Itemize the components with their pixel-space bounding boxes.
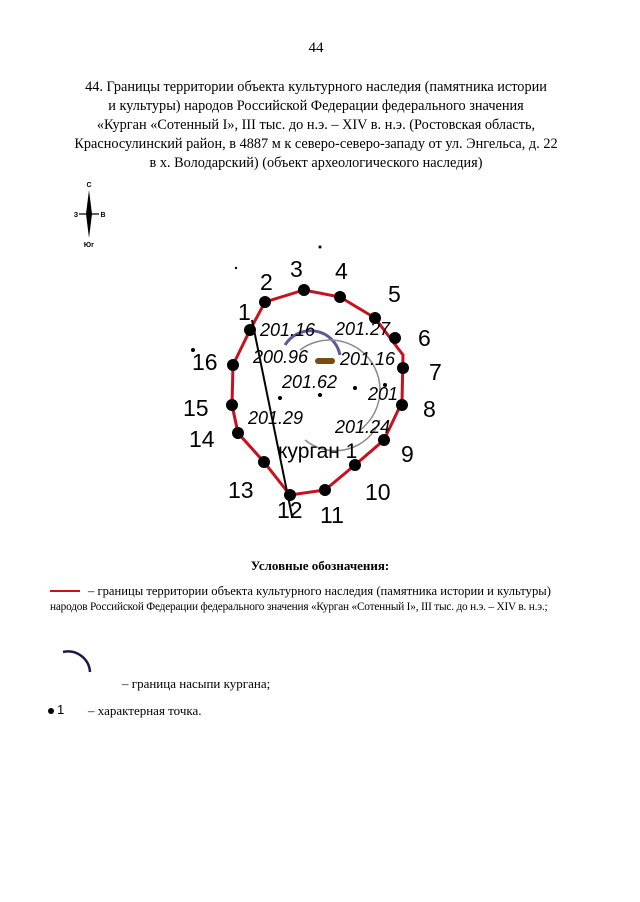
point-label-7: 7 xyxy=(429,359,442,385)
point-label-12: 12 xyxy=(277,497,303,523)
compass-east-label: В xyxy=(100,212,106,219)
legend-heading: Условные обозначения: xyxy=(250,558,390,573)
legend-point-swatch xyxy=(48,708,54,714)
elevation-label: 201.27 xyxy=(335,319,391,339)
elevation-dot xyxy=(278,396,282,400)
point-2 xyxy=(259,296,271,308)
elevation-label: 201.24 xyxy=(335,417,391,437)
point-label-15: 15 xyxy=(183,395,209,421)
point-label-6: 6 xyxy=(418,325,431,351)
title-line: 44. Границы территории объекта культурного наследия (памятника истории xyxy=(85,79,547,95)
elevation-label: 200.96 xyxy=(253,347,309,367)
title-line: Красносулинский район, в 4887 м к северо-северо-западу от ул. Энгельса, д. 22 xyxy=(74,136,558,152)
point-label-14: 14 xyxy=(189,426,215,452)
point-6 xyxy=(389,332,401,344)
elevation-label: 201 xyxy=(368,384,399,404)
elevation-label: 201.29 xyxy=(248,408,304,428)
compass-west-label: З xyxy=(73,212,79,219)
elevation-dot xyxy=(318,393,322,397)
title-line: и культуры) народов Российской Федерации федерального значения xyxy=(108,98,524,114)
compass-needle-south xyxy=(86,214,92,238)
compass-rose xyxy=(66,178,116,250)
point-label-1: 1 xyxy=(238,299,251,325)
mound-center-mark xyxy=(315,358,335,364)
point-label-8: 8 xyxy=(423,396,436,422)
point-label-11: 11 xyxy=(320,502,344,528)
page-number: 44 xyxy=(308,40,324,56)
point-label-10: 10 xyxy=(365,479,391,505)
compass-south-label: Юг xyxy=(83,242,95,249)
elevation-label: 201.16 xyxy=(260,320,316,340)
legend-mound-text: – граница насыпи кургана; xyxy=(122,676,271,691)
compass-needle-north xyxy=(86,190,92,214)
point-14 xyxy=(232,427,244,439)
point-11 xyxy=(319,484,331,496)
mound-label: курган 1 xyxy=(278,440,358,463)
map-speck xyxy=(319,246,322,249)
point-label-4: 4 xyxy=(335,258,348,284)
title-line: «Курган «Сотенный I», III тыс. до н.э. – XIV в. н.э. (Ростовская область, xyxy=(96,117,536,133)
point-15 xyxy=(226,399,238,411)
point-label-13: 13 xyxy=(228,477,254,503)
site-map xyxy=(180,240,470,530)
legend-boundary-text-line1: – границы территории объекта культурного наследия (памятника истории и культуры) xyxy=(88,584,551,598)
legend-point-text: – характерная точка. xyxy=(88,703,202,718)
point-label-2: 2 xyxy=(260,269,273,295)
point-1 xyxy=(244,324,256,336)
point-13 xyxy=(258,456,270,468)
legend-boundary-text-continued: народов Российской Федерации федерального значения «Курган «Сотенный I», III тыс. до н.э. – XIV в. н.э.; xyxy=(50,601,548,613)
point-7 xyxy=(397,362,409,374)
map-speck xyxy=(235,267,237,269)
point-label-9: 9 xyxy=(401,441,414,467)
title-line: в х. Володарский) (объект археологического наследия) xyxy=(149,155,483,171)
elevation-label: 201.62 xyxy=(282,372,338,392)
document-title xyxy=(40,78,592,173)
point-label-16: 16 xyxy=(192,349,218,375)
elevation-dot xyxy=(353,386,357,390)
compass-north-label: С xyxy=(86,182,92,189)
legend-mound-swatch xyxy=(55,640,105,685)
elevation-label: 201.16 xyxy=(340,349,396,369)
point-4 xyxy=(334,291,346,303)
legend-boundary-text xyxy=(50,583,590,599)
point-16 xyxy=(227,359,239,371)
legend-point-number: 1 xyxy=(57,702,65,717)
point-label-5: 5 xyxy=(388,281,401,307)
point-label-3: 3 xyxy=(290,256,303,282)
point-3 xyxy=(298,284,310,296)
